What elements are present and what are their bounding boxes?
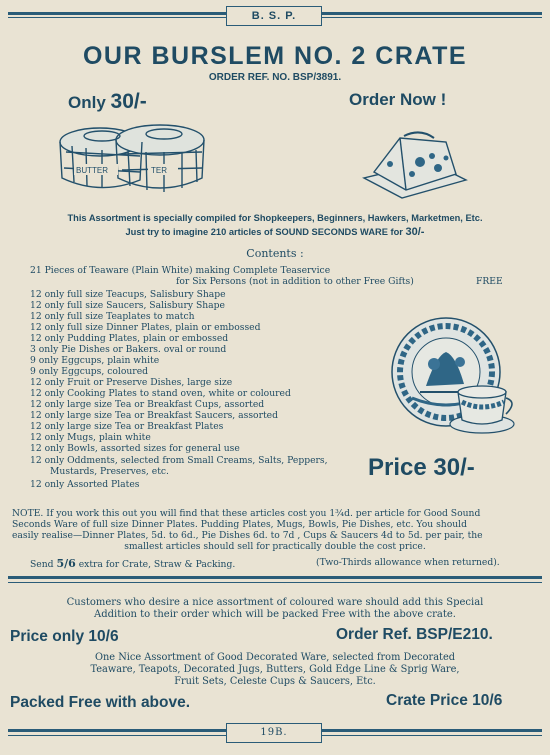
- list-item: 12 only full size Teacups, Salisbury Shape: [30, 289, 226, 300]
- list-item: 12 only full size Dinner Plates, plain or embossed: [30, 322, 261, 333]
- send-prefix: Send: [30, 559, 57, 570]
- special-line-2: Addition to their order which will be packed Free with the above crate.: [94, 609, 456, 620]
- note-line-1: NOTE. If you work this out you will find that these articles cost you 1¾d. per article for Good Sound: [12, 508, 481, 519]
- list-item: 3 only Pie Dishes or Bakers. oval or round: [30, 344, 227, 355]
- decorated-line-3: Fruit Sets, Celeste Cups & Saucers, Etc.: [174, 676, 376, 687]
- order-reference: ORDER REF. NO. BSP/3891.: [208, 72, 342, 83]
- allowance-note: (Two-Thirds allowance when returned).: [316, 557, 500, 568]
- list-item: 12 only Bowls, assorted sizes for general use: [30, 443, 240, 454]
- page-number: 19B.: [226, 723, 322, 743]
- list-item: 12 only Mugs, plain white: [30, 432, 151, 443]
- list-item: 12 only Fruit or Preserve Dishes, large size: [30, 377, 233, 388]
- crock-label-left: BUTTER: [76, 166, 108, 175]
- crock-label-right: TER: [151, 166, 167, 175]
- butter-dish-illustration: [360, 128, 470, 204]
- send-amount: 5/6: [56, 557, 76, 570]
- list-item: 12 only Oddments, selected from Small Creams, Salts, Peppers,: [30, 455, 328, 466]
- send-suffix: extra for Crate, Straw & Packing.: [75, 559, 236, 570]
- mid-rule-thin: [8, 582, 542, 583]
- list-item: 12 only Cooking Plates to stand oven, white or coloured: [30, 388, 291, 399]
- top-rule-left-thin: [8, 17, 226, 18]
- list-item: Mustards, Preserves, etc.: [50, 466, 169, 477]
- price-30: Price 30/-: [368, 454, 475, 481]
- list-item: 12 only Pudding Plates, plain or embossed: [30, 333, 229, 344]
- list-item: 12 only Assorted Plates: [30, 479, 140, 490]
- crate-price: Crate Price 10/6: [386, 692, 503, 709]
- list-item: 12 only full size Teaplates to match: [30, 311, 195, 322]
- list-item: 12 only full size Saucers, Salisbury Shape: [30, 300, 225, 311]
- list-item: 12 only large size Tea or Breakfast Plates: [30, 421, 224, 432]
- assortment-line-2-text: Just try to imagine 210 articles of SOUND SECONDS WARE for: [125, 227, 406, 237]
- note-line-4: smallest articles should sell for practically double the cost price.: [124, 541, 426, 552]
- top-rule-left: [8, 12, 226, 15]
- bottom-rule-right: [320, 729, 542, 732]
- price-only: Price only 10/6: [10, 628, 119, 645]
- bottom-rule-left: [8, 729, 226, 732]
- packed-free: Packed Free with above.: [10, 694, 191, 711]
- note-line-2: Seconds Ware of full size Dinner Plates. Pudding Plates, Mugs, Bowls, Pie Dishes, etc. You should: [12, 519, 467, 530]
- decorated-line-1: One Nice Assortment of Good Decorated Ware, selected from Decorated: [94, 652, 456, 663]
- bottom-rule-left-thin: [8, 735, 226, 736]
- send-extra: [30, 557, 235, 570]
- only-amount: 30/-: [110, 90, 147, 113]
- bottom-rule-right-thin: [320, 735, 542, 736]
- mid-rule: [8, 576, 542, 579]
- order-now: Order Now !: [349, 90, 447, 109]
- only-price: [68, 90, 147, 114]
- list-item: 9 only Eggcups, coloured: [30, 366, 149, 377]
- special-line-1: Customers who desire a nice assortment of coloured ware should add this Special: [66, 597, 484, 608]
- decorated-line-2: Teaware, Teapots, Decorated Jugs, Butters, Gold Edge Line & Sprig Ware,: [90, 664, 460, 675]
- assortment-line-1: This Assortment is specially compiled for Shopkeepers, Beginners, Hawkers, Marketmen, Etc.: [67, 213, 483, 223]
- header-label: B. S. P.: [226, 6, 322, 26]
- teaware-line-1: 21 Pieces of Teaware (Plain White) making Complete Teaservice: [30, 265, 331, 276]
- list-item: 12 only large size Tea or Breakfast Cups, assorted: [30, 399, 265, 410]
- page-title: OUR BURSLEM NO. 2 CRATE: [82, 42, 468, 70]
- butter-crock-illustration: [52, 112, 212, 200]
- top-rule-right: [320, 12, 542, 15]
- list-item: 9 only Eggcups, plain white: [30, 355, 160, 366]
- teaware-free: FREE: [476, 276, 503, 287]
- note-line-3: easily realise—Dinner Plates, 5d. to 6d., Pie Dishes 6d. to 7d , Cups & Saucers 4d to 5d. per pair, the: [12, 530, 483, 541]
- willow-plate-illustration: [390, 312, 518, 440]
- assortment-line-2-price: 30/-: [405, 226, 425, 238]
- only-prefix: Only: [68, 93, 111, 112]
- teaware-line-2: for Six Persons (not in addition to other Free Gifts): [176, 276, 414, 287]
- order-ref-e210: Order Ref. BSP/E210.: [336, 626, 493, 643]
- list-item: 12 only large size Tea or Breakfast Saucers, assorted: [30, 410, 278, 421]
- contents-heading: Contents :: [246, 247, 304, 260]
- assortment-line-2: [0, 226, 550, 238]
- top-rule-right-thin: [320, 17, 542, 18]
